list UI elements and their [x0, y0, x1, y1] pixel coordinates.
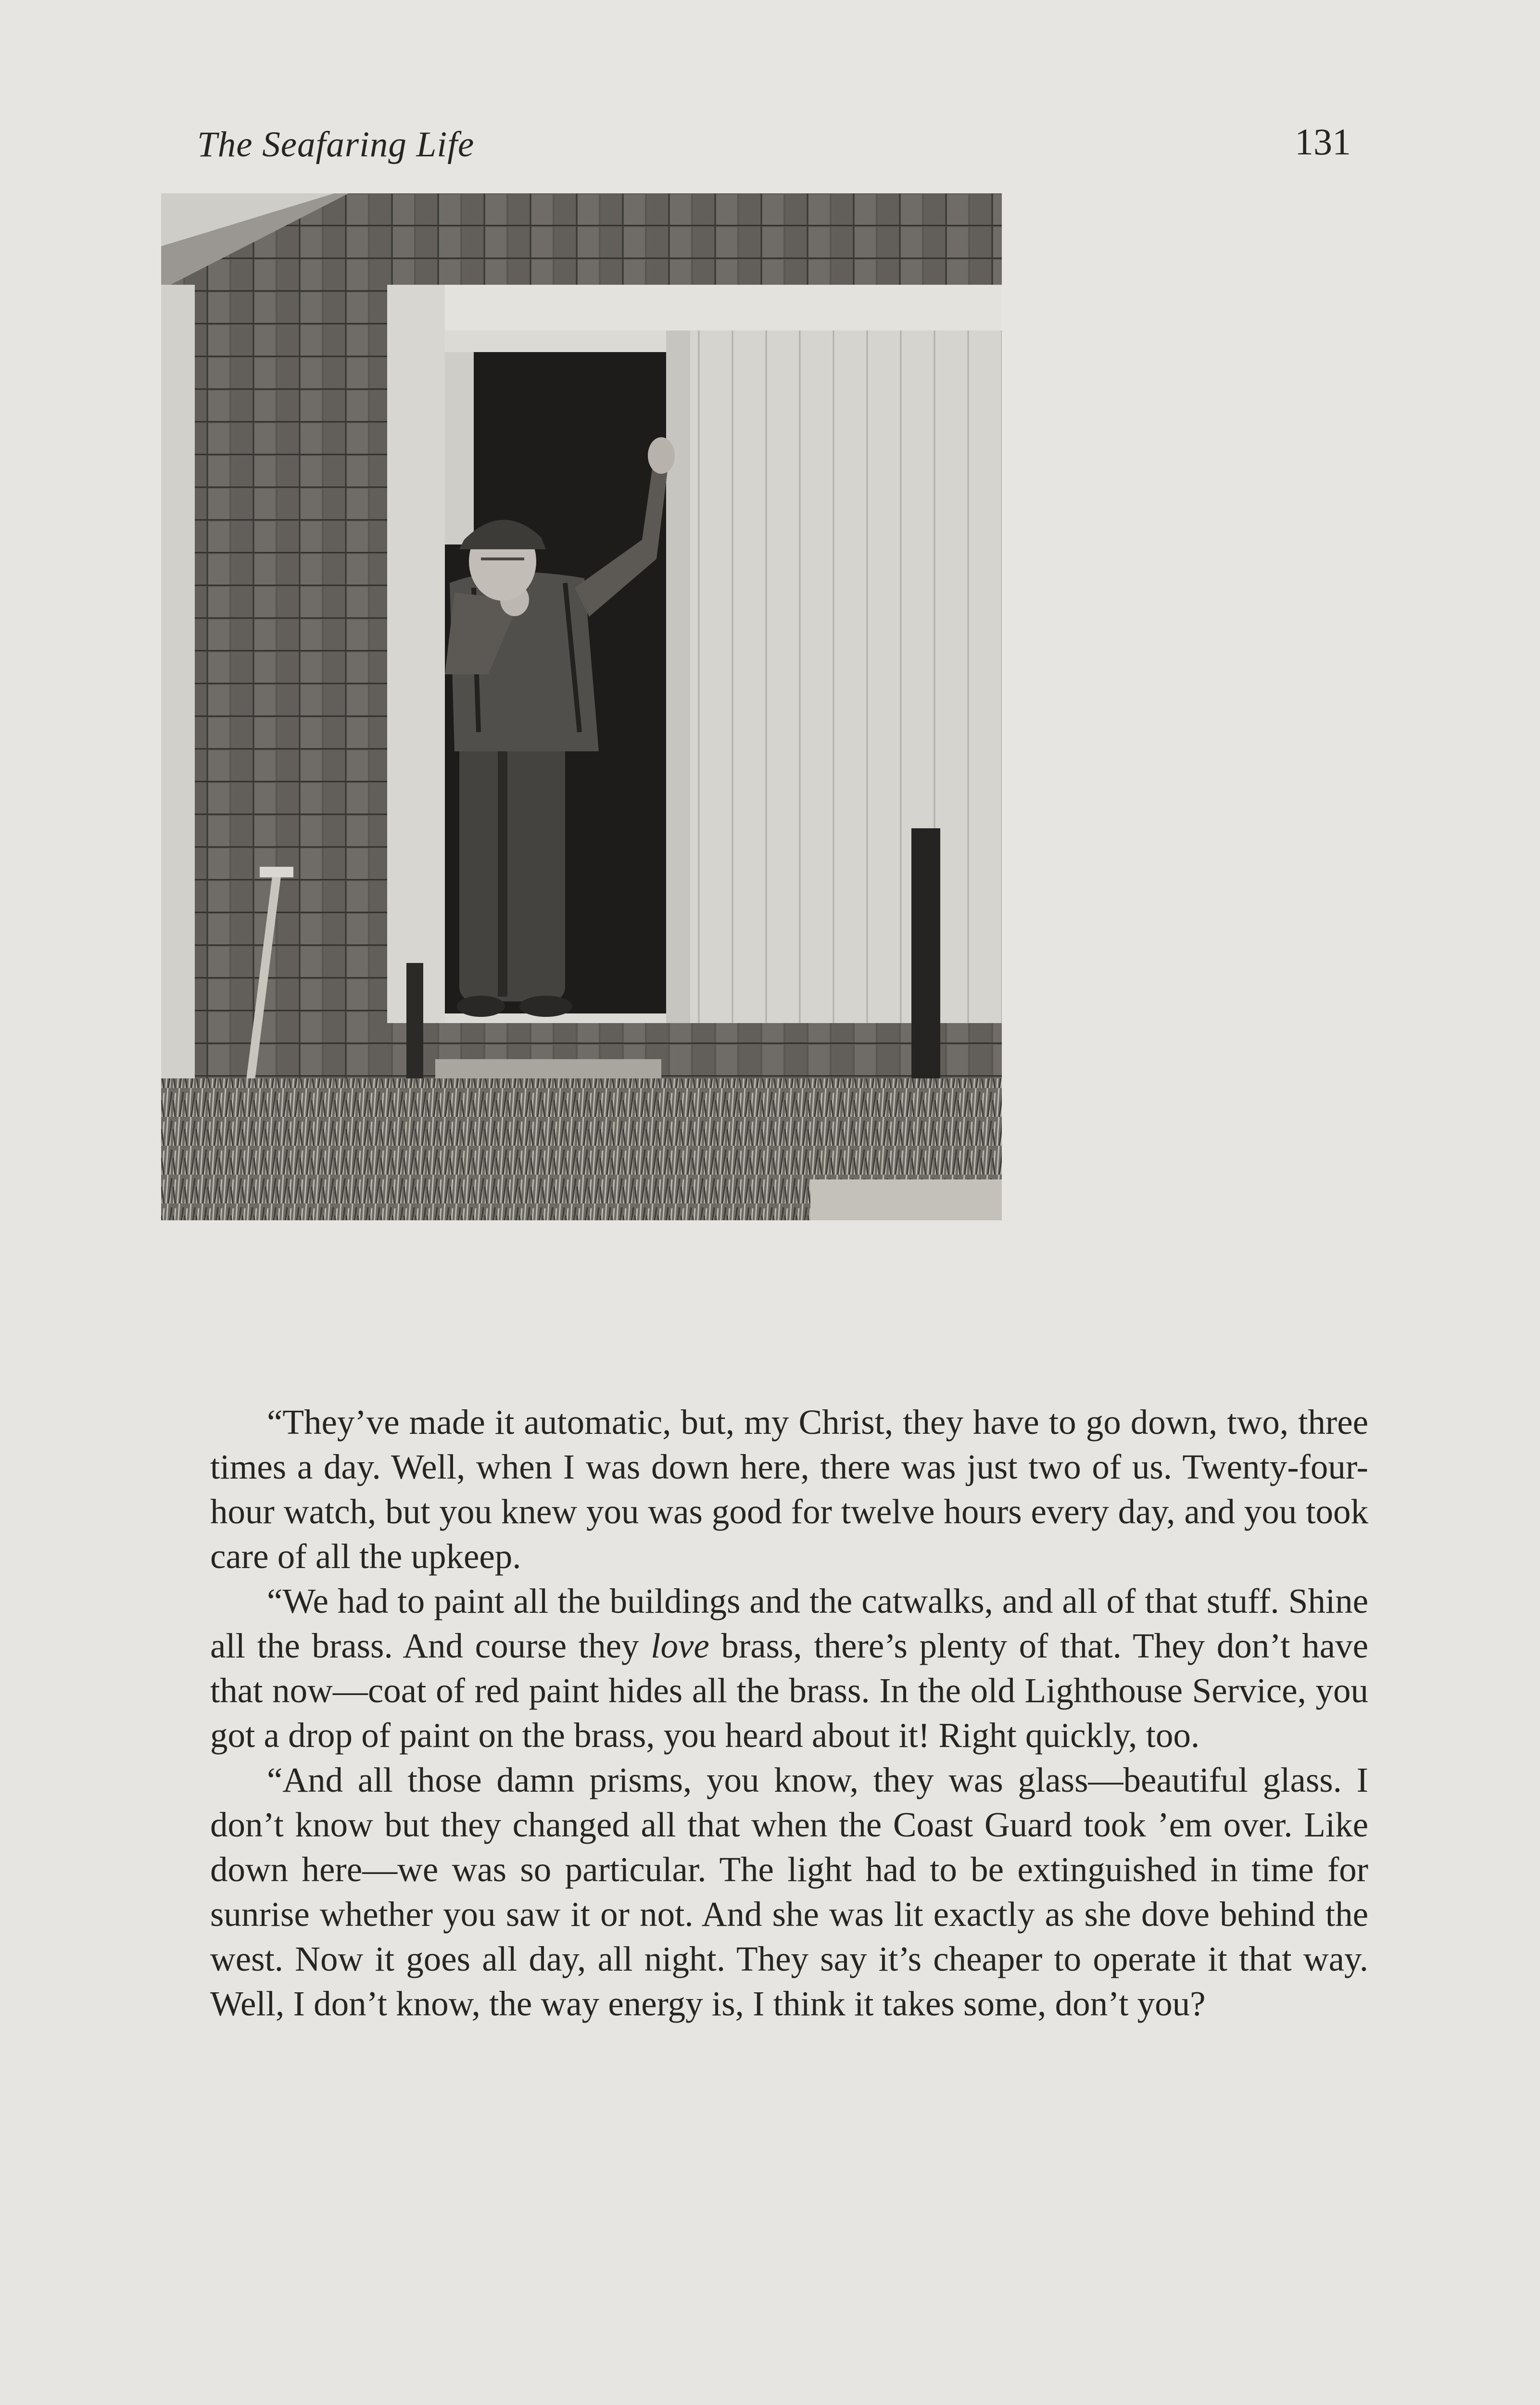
- paragraph: [210, 1400, 1368, 1579]
- text-run: brass, there’s plenty of that. They don’t have that now—coat of red paint hides all the brass. In the old Lighthouse Service, you got a drop of paint on the brass, you heard about it! Right quickly, too.: [210, 1626, 1368, 1755]
- page-number: 131: [1295, 121, 1351, 163]
- italic-text: love: [651, 1626, 709, 1665]
- paragraph: [210, 1579, 1368, 1758]
- photograph-of-man-in-shed-doorway: [161, 193, 1002, 1220]
- running-head: The Seafaring Life: [197, 125, 475, 165]
- text-run: “And all those damn prisms, you know, they was glass—beautiful glass. I don’t know but they changed all that when the Coast Guard took ’em over. Like down here—we was so particular. The light had to be extinguished in time for sunrise whether you saw it or not. And she was lit exactly as she dove behind the west. Now it goes all day, all night. They say it’s cheaper to operate it that way. Well, I don’t know, the way energy is, I think it takes some, don’t you?: [210, 1760, 1368, 2023]
- body-text: [210, 1400, 1368, 2026]
- text-run: “They’ve made it automatic, but, my Christ, they have to go down, two, three times a day. Well, when I was down here, there was just two of us. Twenty-four-hour watch, but you knew you was good for twelve hours every day, and you took care of all the upkeep.: [210, 1403, 1368, 1576]
- paragraph: [210, 1758, 1368, 2026]
- text-run: “We had to paint all the buildings and the catwalks, and all of that stuff. Shine all the brass. And course they: [210, 1582, 1368, 1665]
- photograph: [161, 193, 1002, 1220]
